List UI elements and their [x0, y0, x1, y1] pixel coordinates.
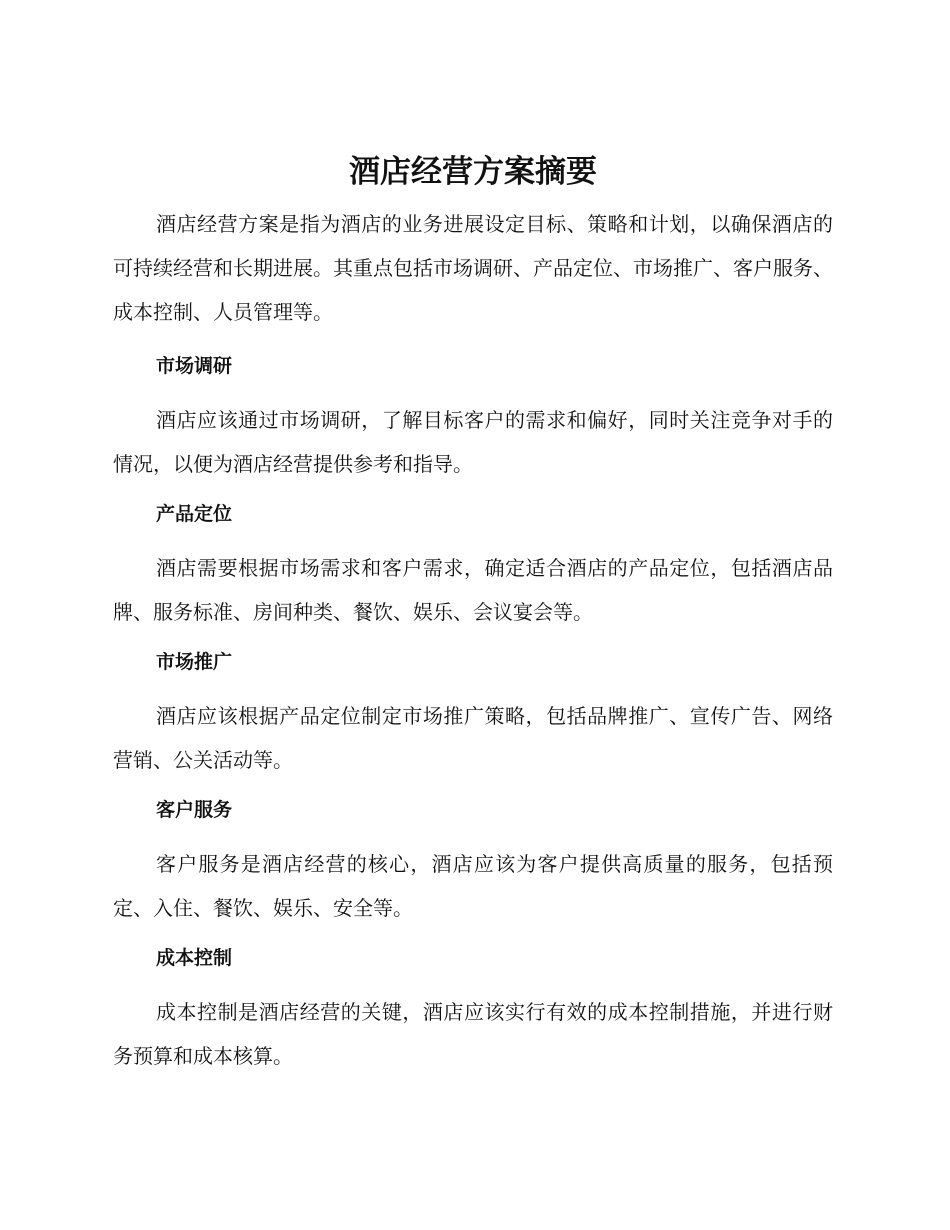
intro-paragraph: 酒店经营方案是指为酒店的业务进展设定目标、策略和计划，以确保酒店的可持续经营和长期进展。其重点包括市场调研、产品定位、市场推广、客户服务、成本控制、人员管理等。: [113, 212, 833, 324]
section-heading-product-positioning: 产品定位: [156, 503, 233, 525]
section-heading-marketing: 市场推广: [156, 651, 233, 673]
document-page: [113, 150, 833, 1078]
section-heading-cost-control: 成本控制: [156, 947, 233, 969]
section-body-market-research: 酒店应该通过市场调研，了解目标客户的需求和偏好，同时关注竞争对手的情况，以便为酒店经营提供参考和指导。: [113, 408, 833, 476]
section-body-marketing: 酒店应该根据产品定位制定市场推广策略，包括品牌推广、宣传广告、网络营销、公关活动等。: [113, 704, 833, 772]
document-title: 酒店经营方案摘要: [349, 154, 597, 190]
section-body-customer-service: 客户服务是酒店经营的核心，酒店应该为客户提供高质量的服务，包括预定、入住、餐饮、娱乐、安全等。: [113, 852, 833, 920]
section-body-cost-control: 成本控制是酒店经营的关键，酒店应该实行有效的成本控制措施，并进行财务预算和成本核算。: [113, 1000, 833, 1068]
section-heading-customer-service: 客户服务: [156, 799, 233, 821]
section-body-product-positioning: 酒店需要根据市场需求和客户需求，确定适合酒店的产品定位，包括酒店品牌、服务标准、房间种类、餐饮、娱乐、会议宴会等。: [113, 556, 833, 624]
section-heading-market-research: 市场调研: [156, 355, 233, 377]
